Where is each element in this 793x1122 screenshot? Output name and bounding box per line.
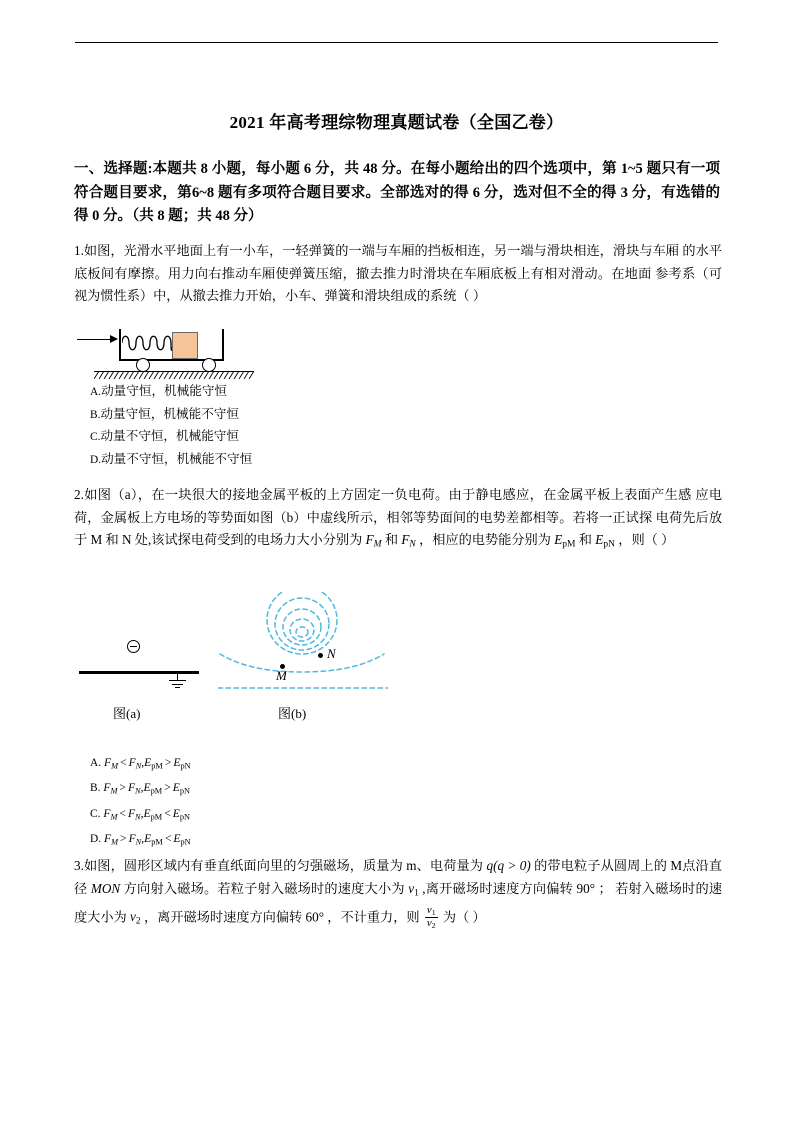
relation-operator: > <box>120 831 127 845</box>
minus-sign-bar <box>130 646 137 647</box>
symbol-F-M: $F_M$ <box>103 781 118 796</box>
q2-stem-line3c: ，相应的电势能分别为 <box>415 532 555 547</box>
push-force-arrow-shaft <box>77 339 113 340</box>
ground-symbol-bar-1 <box>169 680 186 681</box>
q1-stem-line3: 参考系（可视为惯性系）中，从撤去推力开始，小车、弹簧和滑块组成的系统（ ） <box>74 265 723 303</box>
question-2-stem <box>74 484 722 556</box>
symbol-F-M: $F_M$ <box>103 756 119 771</box>
cart-right-wall <box>222 329 224 361</box>
page-title: 2021 年高考理综物理真题试卷（全国乙卷） <box>229 113 564 132</box>
symbol-diameter-MON: MON <box>90 880 121 896</box>
header-rule <box>75 42 718 43</box>
question-1-stem <box>74 240 722 308</box>
option-row[interactable]: C. $F_M < F_N,E_{pM} < E_{pN}$ <box>90 806 191 821</box>
q3-stem-line2a: M点沿直径 <box>74 858 723 896</box>
symbol-Ep-M: $E_{pM}$ <box>144 831 163 847</box>
symbol-F-M: $F_M$ <box>103 831 119 847</box>
spring-coil-icon <box>122 332 172 354</box>
option-label: D. <box>90 832 102 845</box>
symbol-v1: $v_1$ <box>408 880 419 899</box>
q3-stem-line3b: ，离开磁场时速度方向偏转 <box>140 909 306 925</box>
option-text: 动量不守恒，机械能不守恒 <box>101 451 253 466</box>
symbol-F-N: $F_N$ <box>128 831 142 847</box>
option-label: C. <box>90 431 101 443</box>
symbol-F-N: $F_N$ <box>128 756 142 771</box>
option-row[interactable] <box>90 381 252 404</box>
relation-operator: > <box>164 781 171 795</box>
symbol-Ep-M: $E_{pM}$ <box>554 532 576 550</box>
relation-operator: < <box>119 806 126 820</box>
cart-wheel-right <box>202 358 216 372</box>
q3-stem-line2d: ； <box>594 880 612 896</box>
equipotential-lines-svg <box>218 592 388 697</box>
symbol-Ep-N: $E_{pN}$ <box>173 756 191 771</box>
option-text: 动量不守恒，机械能守恒 <box>100 429 239 443</box>
section-heading: 一、选择题:本题共 8 小题，每小题 6 分，共 48 分。在每小题给出的四个选项中，第 1~5 题只有一项符合题目要求，第6~8 题有多项符合题目要求。全部选对的得 6 分，选对但不全的得 3 分，有选错的得 0 分。（共 8 题；共 48 分） <box>74 161 720 224</box>
option-label: B. <box>90 408 101 421</box>
option-text: 动量守恒，机械能守恒 <box>101 384 228 398</box>
option-row[interactable]: D. $F_M > F_N,E_{pM} < E_{pN}$ <box>90 831 191 847</box>
relation-operator: < <box>120 756 127 769</box>
cart-wheel-left <box>136 358 150 372</box>
q3-stem-part2: 的带电粒子从圆周上的 <box>530 858 668 873</box>
symbol-F-N: $F_N$ <box>127 781 141 796</box>
metal-plate <box>79 671 199 674</box>
symbol-F-M: $F_M$ <box>365 532 382 550</box>
option-row[interactable]: A. $F_M < F_N,E_{pM} > E_{pN}$ <box>90 756 191 771</box>
q2-stem-line3a: 电荷先后放于 M 和 N 处,该试探电荷受到的电场力大小分别为 <box>74 509 723 547</box>
relation-operator: > <box>119 781 126 795</box>
q2-stem-line4: ，则（ ） <box>614 532 675 547</box>
option-label: C. <box>90 807 101 820</box>
figure-a-grounded-plate <box>74 628 214 696</box>
option-row[interactable] <box>90 449 252 472</box>
symbol-F-M: $F_M$ <box>103 806 118 821</box>
symbol-q-positive: q(q > 0) <box>486 858 531 873</box>
symbol-F-N: $F_N$ <box>401 532 416 550</box>
q1-stem-line1: 1.如图，光滑水平地面上有一小车，一轻弹簧的一端与车厢的挡板相连，另一端与滑块相连，滑块与车厢 <box>74 243 680 258</box>
q2-stem-line3b: 和 <box>381 532 402 547</box>
q2-stem-line3d: 和 <box>575 532 592 547</box>
figure-a-caption: 图(a) <box>113 706 141 721</box>
q3-stem-line3c: ，不计重力，则 <box>323 909 423 925</box>
option-row[interactable] <box>90 426 252 449</box>
push-force-arrow-head <box>110 335 118 343</box>
question-1-options <box>90 381 252 471</box>
angle-90: 90° <box>576 880 595 896</box>
point-n-label: N <box>327 646 336 661</box>
relation-operator: < <box>164 806 171 820</box>
symbol-Ep-N: $E_{pN}$ <box>172 781 191 796</box>
point-n-dot <box>318 653 323 658</box>
option-row[interactable]: B. $F_M > F_N,E_{pM} > E_{pN}$ <box>90 781 191 796</box>
q3-stem-line3a: 若射入磁场时的速度大小为 <box>74 880 723 925</box>
slider-block <box>172 332 198 359</box>
symbol-Ep-M: $E_{pM}$ <box>144 756 163 771</box>
q3-stem-line2b: 方向射入磁场。若粒子射入磁场时的速度大小为 <box>120 880 409 896</box>
figure-b-caption: 图(b) <box>278 706 307 721</box>
question-3-stem <box>74 855 722 933</box>
q3-stem-line3d: 为（ ） <box>439 909 486 925</box>
symbol-Ep-N: $E_{pN}$ <box>172 806 191 821</box>
fraction-v1-over-v2: $\frac{v_1}{v_2}$ <box>426 903 436 931</box>
symbol-Ep-M: $E_{pM}$ <box>143 781 163 796</box>
symbol-v2: $v_2$ <box>130 909 141 927</box>
q1-stem-line2: 的水平底板间有摩擦。用力向右推动车厢使弹簧压缩，撤去推力时滑块在车厢底板上有相对滑动。在地面 <box>74 243 723 281</box>
relation-operator: < <box>164 831 172 845</box>
option-label: A. <box>90 757 102 769</box>
q2-stem-line1: 2.如图（a），在一块很大的接地金属平板的上方固定一负电荷。由于静电感应，在金属平板上表面产生感 <box>74 487 692 502</box>
symbol-Ep-N: $E_{pN}$ <box>595 532 615 550</box>
cart-left-wall <box>119 329 121 361</box>
question-2-options <box>90 752 191 853</box>
q3-stem-line2c: ,离开磁场时速度方向偏转 <box>418 880 577 896</box>
q3-stem-part1: 3.如图，圆形区域内有垂直纸面向里的匀强磁场，质量为 m、电荷量为 <box>74 858 487 873</box>
option-label: A. <box>90 386 102 398</box>
figure-b-equipotentials <box>218 592 388 697</box>
symbol-Ep-M: $E_{pM}$ <box>143 806 163 821</box>
option-label: B. <box>90 782 101 795</box>
relation-operator: > <box>164 756 172 769</box>
ground-symbol-bar-2 <box>172 684 183 685</box>
figure-cart-spring-block <box>74 325 324 377</box>
q2-stem-line2: 应电荷，金属板上方电场的等势面如图（b）中虚线所示，相邻等势面间的电势差都相等。若将一正试探 <box>74 487 723 525</box>
option-label: D. <box>90 453 102 466</box>
point-m-label: M <box>276 668 287 683</box>
angle-60: 60° <box>305 909 324 925</box>
option-text: 动量守恒，机械能不守恒 <box>100 406 239 421</box>
symbol-F-N: $F_N$ <box>127 806 141 821</box>
option-row[interactable] <box>90 404 252 427</box>
ground-symbol-bar-3 <box>175 687 180 688</box>
ground-hatching <box>94 371 254 379</box>
symbol-Ep-N: $E_{pN}$ <box>173 831 191 847</box>
